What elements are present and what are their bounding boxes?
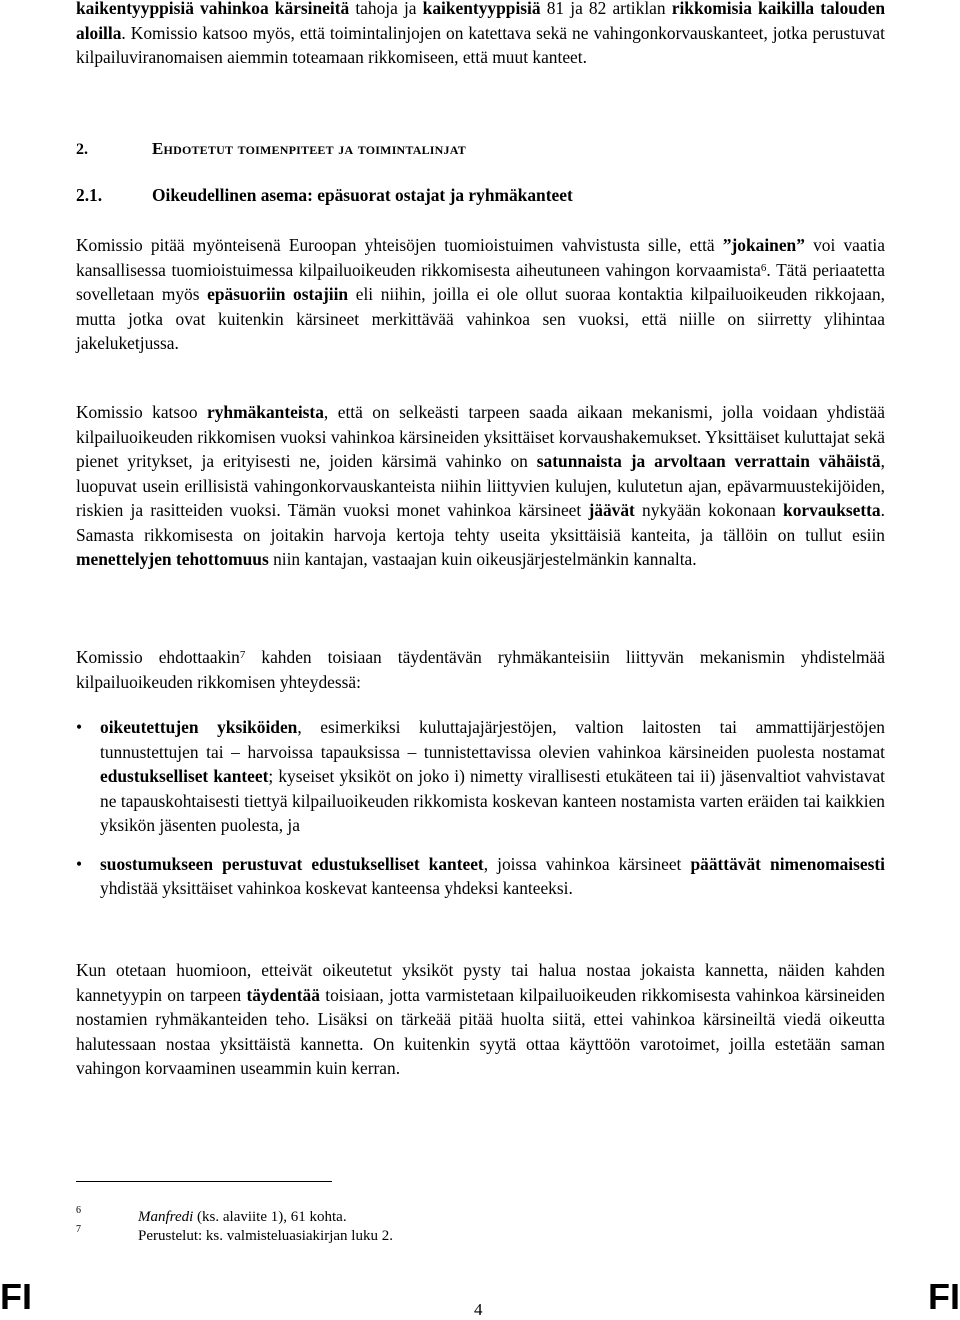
b2-text-d: yhdistää yksittäiset vahinkoa koskevat kanteensa yhdeksi kanteeksi. [100, 878, 573, 898]
intro-bold-5: rikkomisia kaikilla talouden aloilla [76, 0, 885, 43]
b1-text-b: , esimerkiksi kuluttajajärjestöjen, valtion laitosten tai ammattijärjestöjen tunnustettujen tai – harvoissa tapauksissa – tunnistettavissa olevien vahinkoa kärsineiden puolesta nostamat [100, 717, 885, 762]
footnote-number: 6 [76, 1205, 81, 1216]
p2-text-i: . Samasta rikkomisesta on joitakin harvoja kertoja tehty useita yksittäisiä kanteita, ja tällöin on tullut esiin [76, 500, 885, 545]
footnote-italic: Manfredi [138, 1209, 194, 1225]
p4-text-c: toisiaan, jotta varmistetaan kilpailuoikeuden rikkomisesta vahinkoa kärsineiden nostamien ryhmäkanteiden teho. Lisäksi on tärkeää pitää huolta siitä, ettei vahinkoa kärsineiltä viedä oikeutta halutessaan nostaa yksittäistä kannetta. On kuitenkin syytä ottaa käyttöön varotoimet, joilla estetään saman vahingon korvaaminen useammin kuin kerran. [76, 984, 885, 1078]
p2-text-e: , luopuvat usein erillisistä vahingonkorvauskanteista niihin liittyvien kulujen, kulutetun ajan, epävarmuustekijöiden, riskien ja rasitteiden vuoksi. Tämän vuoksi monet vahinkoa kärsineet [76, 451, 885, 520]
footnote-number: 7 [76, 1224, 81, 1235]
p1-bold-e: epäsuoriin ostajiin [207, 284, 349, 304]
footnote-ref-6[interactable]: 6 [760, 261, 767, 274]
p2-bold-j: menettelyjen tehottomuus [76, 549, 269, 569]
p1-text-a: Komissio pitää myönteisenä Euroopan yhteisöjen tuomioistuimen vahvistusta sille, että [76, 235, 723, 255]
p2-text-a: Komissio katsoo [76, 402, 208, 422]
p2-text-c: , että on selkeästi tarpeen saada aikaan mekanismi, jolla voidaan yhdistää kilpailuoikeuden rikkomisen vuoksi vahinkoa kärsineiden yksittäiset korvaushakemukset. Yksittäiset kuluttajat sekä pienet yritykset, ja erityisesti ne, joiden kärsimä vahinko on [76, 402, 885, 471]
section-number: 2. [76, 141, 88, 158]
intro-text-4: 81 ja 82 artiklan [540, 0, 672, 18]
subsection-title: Oikeudellinen asema: epäsuorat ostajat ja ryhmäkanteet [152, 185, 573, 205]
footnote-body: (ks. alaviite 1), 61 kohta. [193, 1209, 347, 1225]
p3-text-a: Komissio ehdottaakin [76, 647, 240, 667]
p1-text-f: eli niihin, joilla ei ole ollut suoraa kontaktia kilpailuoikeuden rikkojaan, mutta jotka ovat kuitenkin kärsineet merkittävää vahinkoa sen vuoksi, että niille on siirretty ylihintaa jakeluketjussa. [76, 284, 885, 353]
p2-text-g: nykyään kokonaan [634, 500, 784, 520]
section-title: Ehdotetut toimenpiteet ja toimintalinjat [152, 139, 466, 158]
p2-text-k: niin kantajan, vastaajan kuin oikeusjärjestelmänkin kannalta. [268, 549, 697, 569]
p4-text-a: Kun otetaan huomioon, etteivät oikeutetut yksiköt pysty tai halua nostaa jokaista kannetta, näiden kahden kannetyypin on tarpeen [76, 960, 885, 1005]
b2-bold-c: päättävät nimenomaisesti [690, 853, 886, 874]
section-heading [76, 139, 466, 159]
page-number: 4 [474, 1300, 483, 1319]
bullet-icon: • [76, 853, 83, 874]
footer-language-left: FI [0, 1276, 32, 1317]
intro-bold-1: kaikentyyppisiä vahinkoa kärsineitä [76, 0, 350, 18]
p1-bold-b: ”jokainen” [722, 235, 805, 255]
p2-bold-d: satunnaista ja arvoltaan verrattain vähäistä [536, 451, 881, 471]
footer-language-right: FI [928, 1276, 960, 1317]
footnote-ref-7[interactable]: 7 [239, 649, 246, 661]
b1-text-d: ; kyseiset yksiköt on joko i) nimetty virallisesti etukäteen tai ii) jäsenvaltiot vahvistavat ne tapauskohtaisesti tiettyä kilpailuoikeuden rikkomista koskevan kanteen nostamista varten eräiden tai kaikkien yksikön jäsenten puolesta, ja [100, 766, 885, 835]
subsection-heading [76, 185, 573, 206]
bullet-icon: • [76, 717, 83, 737]
p1-text-d: . Tätä periaatetta sovelletaan myös [76, 259, 886, 304]
paragraph-indirect-purchasers [76, 233, 885, 356]
b2-bold-a: suostumukseen perustuvat edustukselliset kanteet [100, 853, 484, 874]
list-item [76, 715, 885, 838]
p3-text-b: kahden toisiaan täydentävän ryhmäkanteisiin liittyvän mekanismin yhdistelmää kilpailuoikeuden rikkomisen yhteydessä: [76, 647, 885, 692]
footnote-text: Perustelut: ks. valmisteluasiakirjan luku 2. [138, 1228, 393, 1244]
footnote-separator [76, 1181, 332, 1182]
p2-bold-h: korvauksetta [783, 500, 881, 520]
p1-text-c: voi vaatia kansallisessa tuomioistuimessa kilpailuoikeuden rikkomisesta aiheutuneen vahingon korvaamista [76, 235, 885, 280]
p4-bold-b: täydentää [246, 984, 320, 1005]
intro-paragraph [76, 0, 885, 70]
subsection-number: 2.1. [76, 185, 103, 205]
b1-bold-a: oikeutettujen yksiköiden [100, 717, 298, 737]
paragraph-complementarity [76, 958, 885, 1081]
intro-text-6: . Komissio katsoo myös, että toimintalinjojen on katettava sekä ne vahingonkorvauskanteet, jotka perustuvat kilpailuviranomaisen aiemmin toteamaan rikkomiseen, että muut kanteet. [76, 22, 885, 67]
paragraph-proposal [76, 645, 885, 694]
p2-bold-b: ryhmäkanteista [207, 402, 324, 422]
footnote-text [138, 1208, 347, 1226]
p2-bold-f: jäävät [588, 500, 635, 520]
intro-text-2: tahoja ja [349, 0, 423, 18]
b2-text-b: , joissa vahinkoa kärsineet [483, 853, 691, 874]
intro-bold-3: kaikentyyppisiä [422, 0, 541, 18]
bullet-list [76, 715, 885, 901]
paragraph-collective-actions [76, 400, 885, 572]
list-item [76, 852, 885, 901]
b1-bold-c: edustukselliset kanteet [100, 766, 269, 786]
